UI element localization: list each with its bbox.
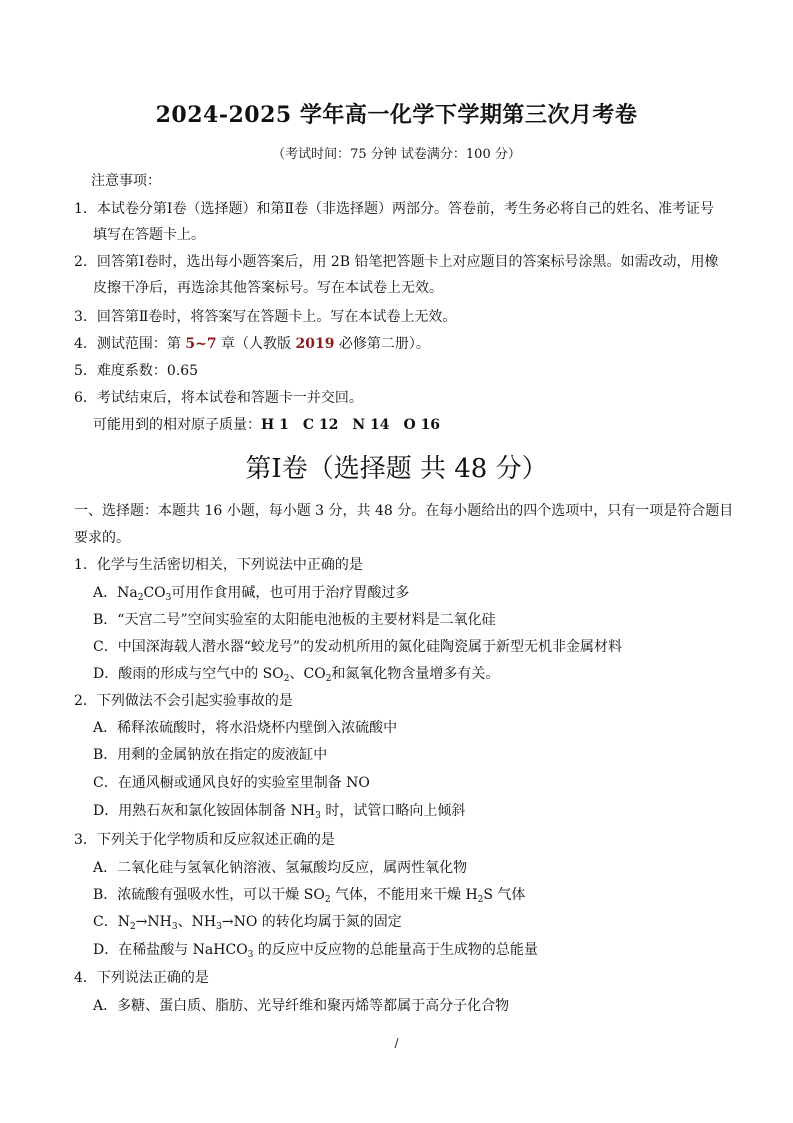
question-1-option-d: D．酸雨的形成与空气中的 $SO_2$、$CO_2$和氮氧化物含量增多有关。 (93, 666, 500, 684)
notice-item-1: 1．本试卷分第Ⅰ卷（选择题）和第Ⅱ卷（非选择题）两部分。答卷前，考生务必将自己的姓名、准考证号 (74, 201, 714, 217)
question-2-option-b: B．用剩的金属钠放在指定的废液缸中 (93, 747, 328, 763)
question-2-option-d: D．用熟石灰和氯化铵固体制备 $NH_3$ 时，试管口略向上倾斜 (93, 803, 466, 821)
chapter-range: 5~7 (185, 336, 217, 352)
question-3-option-a: A．二氧化硅与氢氧化钠溶液、氢氟酸均反应，属两性氧化物 (93, 860, 468, 876)
section-intro: 一、选择题：本题共 16 小题，每小题 3 分，共 48 分。在每小题给出的四个选项中，只有一项是符合题目 (74, 503, 734, 519)
page-footer: / (394, 1036, 399, 1050)
question-3-option-c: C．$N_2\to NH_3$、$NH_3\to NO$ 的转化均属于氮的固定 (93, 914, 402, 932)
notice-item-1-cont: 填写在答题卡上。 (93, 227, 205, 243)
notice-item-5: 5．难度系数：0.65 (74, 363, 199, 379)
question-4-option-a: A．多糖、蛋白质、脂肪、光导纤维和聚丙烯等都属于高分子化合物 (93, 998, 510, 1014)
edition-year: 2019 (295, 336, 335, 352)
question-3-stem: 3．下列关于化学物质和反应叙述正确的是 (74, 832, 335, 848)
question-1-option-b: B．“天宫二号”空间实验室的太阳能电池板的主要材料是二氧化硅 (93, 612, 496, 628)
question-2-stem: 2．下列做法不会引起实验事故的是 (74, 693, 293, 709)
notice-item-2-cont: 皮擦干净后，再选涂其他答案标号。写在本试卷上无效。 (93, 280, 443, 296)
section-title: 第Ⅰ卷（选择题 共 48 分） (245, 454, 548, 484)
notice-item-6: 6．考试结束后，将本试卷和答题卡一并交回。 (74, 390, 363, 406)
question-2-option-a: A．稀释浓硫酸时，将水沿烧杯内壁倒入浓硫酸中 (93, 720, 398, 736)
question-4-stem: 4．下列说法正确的是 (74, 970, 209, 986)
question-1-option-c: C．中国深海载人潜水器“蛟龙号”的发动机所用的氮化硅陶瓷属于新型无机非金属材料 (93, 639, 623, 655)
question-2-option-c: C．在通风橱或通风良好的实验室里制备 NO (93, 775, 370, 791)
notice-item-3: 3．回答第Ⅱ卷时，将答案写在答题卡上。写在本试卷上无效。 (74, 309, 457, 325)
notice-item-4: 4．测试范围：第 5~7 章（人教版 2019 必修第二册）。 (74, 336, 430, 352)
notice-heading: 注意事项： (91, 173, 161, 189)
notice-item-2: 2．回答第Ⅰ卷时，选出每小题答案后，用 2B 铅笔把答题卡上对应题目的答案标号涂黑。如需改动，用橡 (74, 254, 719, 270)
question-3-option-d: D．在稀盐酸与 NaHCO$_3$ 的反应中反应物的总能量高于生成物的总能量 (93, 942, 538, 960)
question-1-option-a: A．$Na_2CO_3$可用作食用碱，也可用于治疗胃酸过多 (93, 585, 410, 603)
exam-title: 2024-2025 学年高一化学下学期第三次月考卷 (155, 102, 638, 128)
question-3-option-b: B．浓硫酸有强吸水性，可以干燥 $SO_2$ 气体，不能用来干燥 $H_2S$ 气体 (93, 887, 526, 905)
question-1-stem: 1．化学与生活密切相关，下列说法中正确的是 (74, 557, 363, 573)
exam-subtitle: （考试时间：75 分钟 试卷满分：100 分） (272, 147, 521, 162)
atomic-masses: 可能用到的相对原子质量：H 1 C 12 N 14 O 16 (93, 417, 441, 433)
section-intro-cont: 要求的。 (74, 530, 130, 546)
